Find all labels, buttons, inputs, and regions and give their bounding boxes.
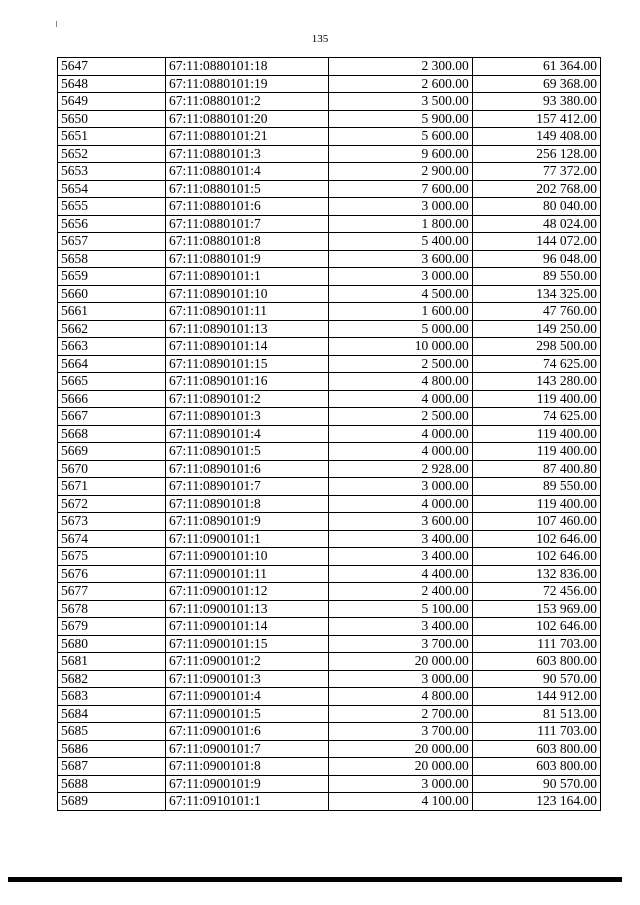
area-cell: 20 000.00 [329,653,472,671]
cadastral-number-cell: 67:11:0900101:10 [165,548,329,566]
row-number-cell: 5666 [58,390,166,408]
row-number-cell: 5659 [58,268,166,286]
area-cell: 3 500.00 [329,93,472,111]
table-row [58,110,601,128]
table-row [58,548,601,566]
row-number-cell: 5672 [58,495,166,513]
value-cell: 111 703.00 [472,635,600,653]
area-cell: 2 700.00 [329,705,472,723]
page-number: 135 [311,33,329,45]
area-cell: 4 100.00 [329,793,472,811]
value-cell: 69 368.00 [472,75,600,93]
area-cell: 4 000.00 [329,425,472,443]
table-row [58,600,601,618]
table-row [58,793,601,811]
value-cell: 96 048.00 [472,250,600,268]
table-row [58,163,601,181]
table-row [58,93,601,111]
area-cell: 7 600.00 [329,180,472,198]
table-row [58,705,601,723]
area-cell: 3 000.00 [329,775,472,793]
area-cell: 3 000.00 [329,268,472,286]
value-cell: 89 550.00 [472,268,600,286]
table-row [58,233,601,251]
cadastral-number-cell: 67:11:0890101:11 [165,303,329,321]
table-row [58,373,601,391]
cadastral-number-cell: 67:11:0900101:11 [165,565,329,583]
cadastral-number-cell: 67:11:0890101:8 [165,495,329,513]
area-cell: 9 600.00 [329,145,472,163]
row-number-cell: 5682 [58,670,166,688]
value-cell: 89 550.00 [472,478,600,496]
area-cell: 2 500.00 [329,355,472,373]
row-number-cell: 5648 [58,75,166,93]
table-row [58,75,601,93]
area-cell: 4 000.00 [329,495,472,513]
value-cell: 87 400.80 [472,460,600,478]
cadastral-number-cell: 67:11:0890101:5 [165,443,329,461]
value-cell: 153 969.00 [472,600,600,618]
value-cell: 298 500.00 [472,338,600,356]
row-number-cell: 5681 [58,653,166,671]
table-row [58,198,601,216]
value-cell: 157 412.00 [472,110,600,128]
value-cell: 90 570.00 [472,670,600,688]
cadastral-number-cell: 67:11:0890101:7 [165,478,329,496]
value-cell: 256 128.00 [472,145,600,163]
table-row [58,670,601,688]
table-row [58,58,601,76]
table-row [58,145,601,163]
table-row [58,635,601,653]
cadastral-number-cell: 67:11:0900101:12 [165,583,329,601]
area-cell: 20 000.00 [329,740,472,758]
value-cell: 74 625.00 [472,355,600,373]
area-cell: 3 700.00 [329,723,472,741]
table-row [58,565,601,583]
row-number-cell: 5667 [58,408,166,426]
area-cell: 1 800.00 [329,215,472,233]
cadastral-number-cell: 67:11:0890101:1 [165,268,329,286]
value-cell: 81 513.00 [472,705,600,723]
row-number-cell: 5677 [58,583,166,601]
value-cell: 603 800.00 [472,758,600,776]
cadastral-number-cell: 67:11:0880101:19 [165,75,329,93]
cadastral-number-cell: 67:11:0880101:4 [165,163,329,181]
area-cell: 3 600.00 [329,250,472,268]
row-number-cell: 5650 [58,110,166,128]
table-row [58,653,601,671]
cadastral-number-cell: 67:11:0880101:3 [165,145,329,163]
cadastral-number-cell: 67:11:0890101:4 [165,425,329,443]
table-row [58,128,601,146]
table-body [58,58,601,811]
row-number-cell: 5676 [58,565,166,583]
value-cell: 102 646.00 [472,618,600,636]
row-number-cell: 5688 [58,775,166,793]
table-row [58,303,601,321]
table-row [58,530,601,548]
table-row [58,268,601,286]
cadastral-number-cell: 67:11:0880101:18 [165,58,329,76]
cadastral-number-cell: 67:11:0910101:1 [165,793,329,811]
cadastral-number-cell: 67:11:0890101:13 [165,320,329,338]
area-cell: 3 400.00 [329,618,472,636]
value-cell: 144 912.00 [472,688,600,706]
table-row [58,320,601,338]
row-number-cell: 5668 [58,425,166,443]
area-cell: 2 400.00 [329,583,472,601]
value-cell: 119 400.00 [472,495,600,513]
area-cell: 5 000.00 [329,320,472,338]
row-number-cell: 5654 [58,180,166,198]
cadastral-number-cell: 67:11:0900101:15 [165,635,329,653]
area-cell: 4 800.00 [329,688,472,706]
area-cell: 4 400.00 [329,565,472,583]
row-number-cell: 5686 [58,740,166,758]
value-cell: 102 646.00 [472,548,600,566]
table-row [58,338,601,356]
scan-corner-mark [56,21,57,27]
row-number-cell: 5662 [58,320,166,338]
table-row [58,495,601,513]
cadastral-number-cell: 67:11:0880101:9 [165,250,329,268]
area-cell: 20 000.00 [329,758,472,776]
value-cell: 47 760.00 [472,303,600,321]
cadastral-number-cell: 67:11:0900101:3 [165,670,329,688]
area-cell: 3 000.00 [329,478,472,496]
row-number-cell: 5674 [58,530,166,548]
row-number-cell: 5687 [58,758,166,776]
area-cell: 2 500.00 [329,408,472,426]
table-row [58,758,601,776]
row-number-cell: 5670 [58,460,166,478]
cadastral-number-cell: 67:11:0900101:13 [165,600,329,618]
value-cell: 93 380.00 [472,93,600,111]
row-number-cell: 5652 [58,145,166,163]
value-cell: 149 250.00 [472,320,600,338]
area-cell: 4 500.00 [329,285,472,303]
row-number-cell: 5656 [58,215,166,233]
table-row [58,180,601,198]
area-cell: 4 800.00 [329,373,472,391]
row-number-cell: 5675 [58,548,166,566]
row-number-cell: 5658 [58,250,166,268]
cadastral-number-cell: 67:11:0900101:5 [165,705,329,723]
area-cell: 2 900.00 [329,163,472,181]
cadastral-number-cell: 67:11:0890101:2 [165,390,329,408]
cadastral-number-cell: 67:11:0890101:16 [165,373,329,391]
value-cell: 61 364.00 [472,58,600,76]
cadastral-number-cell: 67:11:0890101:15 [165,355,329,373]
value-cell: 144 072.00 [472,233,600,251]
row-number-cell: 5665 [58,373,166,391]
cadastral-number-cell: 67:11:0900101:6 [165,723,329,741]
table-row [58,390,601,408]
row-number-cell: 5657 [58,233,166,251]
table-row [58,740,601,758]
row-number-cell: 5689 [58,793,166,811]
cadastral-number-cell: 67:11:0880101:7 [165,215,329,233]
value-cell: 202 768.00 [472,180,600,198]
area-cell: 3 600.00 [329,513,472,531]
value-cell: 149 408.00 [472,128,600,146]
row-number-cell: 5660 [58,285,166,303]
table-row [58,425,601,443]
value-cell: 80 040.00 [472,198,600,216]
value-cell: 603 800.00 [472,740,600,758]
row-number-cell: 5685 [58,723,166,741]
row-number-cell: 5678 [58,600,166,618]
cadastral-number-cell: 67:11:0900101:7 [165,740,329,758]
row-number-cell: 5684 [58,705,166,723]
area-cell: 5 100.00 [329,600,472,618]
bottom-rule [8,877,622,882]
cadastral-number-cell: 67:11:0900101:8 [165,758,329,776]
cadastral-number-cell: 67:11:0900101:2 [165,653,329,671]
row-number-cell: 5673 [58,513,166,531]
value-cell: 603 800.00 [472,653,600,671]
row-number-cell: 5679 [58,618,166,636]
table-row [58,460,601,478]
value-cell: 134 325.00 [472,285,600,303]
cadastral-number-cell: 67:11:0880101:6 [165,198,329,216]
value-cell: 123 164.00 [472,793,600,811]
row-number-cell: 5669 [58,443,166,461]
value-cell: 119 400.00 [472,390,600,408]
table-row [58,355,601,373]
cadastral-number-cell: 67:11:0900101:1 [165,530,329,548]
value-cell: 90 570.00 [472,775,600,793]
row-number-cell: 5663 [58,338,166,356]
cadastral-number-cell: 67:11:0880101:8 [165,233,329,251]
cadastral-number-cell: 67:11:0900101:14 [165,618,329,636]
value-cell: 119 400.00 [472,425,600,443]
cadastral-number-cell: 67:11:0880101:5 [165,180,329,198]
row-number-cell: 5655 [58,198,166,216]
table-row [58,583,601,601]
area-cell: 2 600.00 [329,75,472,93]
cadastral-number-cell: 67:11:0890101:9 [165,513,329,531]
table-row [58,513,601,531]
value-cell: 111 703.00 [472,723,600,741]
row-number-cell: 5671 [58,478,166,496]
table-row [58,723,601,741]
row-number-cell: 5683 [58,688,166,706]
cadastral-number-cell: 67:11:0880101:2 [165,93,329,111]
row-number-cell: 5664 [58,355,166,373]
row-number-cell: 5651 [58,128,166,146]
area-cell: 5 600.00 [329,128,472,146]
area-cell: 4 000.00 [329,390,472,408]
row-number-cell: 5649 [58,93,166,111]
cadastral-number-cell: 67:11:0900101:4 [165,688,329,706]
value-cell: 143 280.00 [472,373,600,391]
row-number-cell: 5680 [58,635,166,653]
value-cell: 77 372.00 [472,163,600,181]
area-cell: 5 400.00 [329,233,472,251]
area-cell: 2 928.00 [329,460,472,478]
area-cell: 3 400.00 [329,548,472,566]
area-cell: 10 000.00 [329,338,472,356]
row-number-cell: 5661 [58,303,166,321]
row-number-cell: 5647 [58,58,166,76]
table-row [58,688,601,706]
cadastral-number-cell: 67:11:0890101:3 [165,408,329,426]
row-number-cell: 5653 [58,163,166,181]
area-cell: 3 000.00 [329,670,472,688]
table-row [58,215,601,233]
value-cell: 72 456.00 [472,583,600,601]
area-cell: 3 000.00 [329,198,472,216]
value-cell: 107 460.00 [472,513,600,531]
cadastral-number-cell: 67:11:0880101:21 [165,128,329,146]
cadastral-number-cell: 67:11:0890101:14 [165,338,329,356]
area-cell: 1 600.00 [329,303,472,321]
cadastral-number-cell: 67:11:0890101:10 [165,285,329,303]
table-row [58,285,601,303]
land-plot-table [57,57,601,811]
area-cell: 3 700.00 [329,635,472,653]
value-cell: 132 836.00 [472,565,600,583]
value-cell: 102 646.00 [472,530,600,548]
value-cell: 74 625.00 [472,408,600,426]
cadastral-number-cell: 67:11:0890101:6 [165,460,329,478]
table-row [58,478,601,496]
table-row [58,618,601,636]
cadastral-number-cell: 67:11:0900101:9 [165,775,329,793]
value-cell: 119 400.00 [472,443,600,461]
area-cell: 2 300.00 [329,58,472,76]
table-row [58,443,601,461]
table-row [58,250,601,268]
cadastral-number-cell: 67:11:0880101:20 [165,110,329,128]
area-cell: 3 400.00 [329,530,472,548]
value-cell: 48 024.00 [472,215,600,233]
area-cell: 4 000.00 [329,443,472,461]
area-cell: 5 900.00 [329,110,472,128]
table-row [58,408,601,426]
table-row [58,775,601,793]
